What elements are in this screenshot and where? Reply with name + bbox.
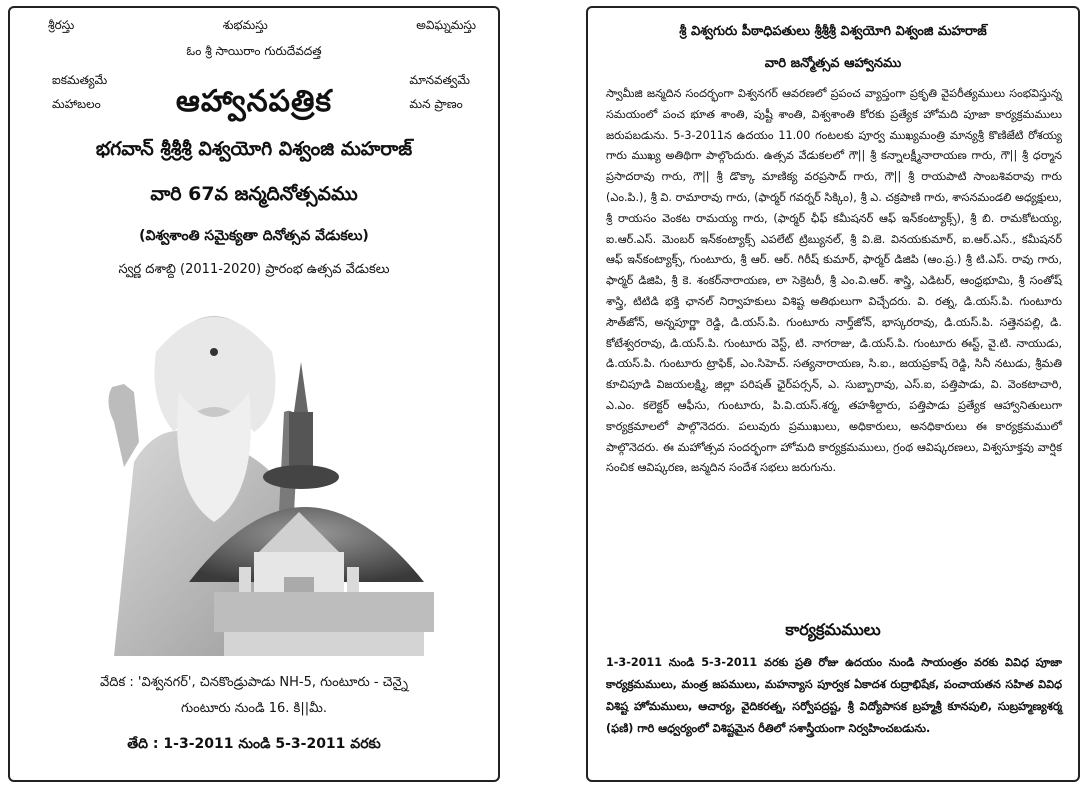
venue-distance: గుంటూరు నుండి 16. కి||మీ. <box>181 701 327 716</box>
golden-decade-line: స్వర్ణ దశాబ్ది (2011-2020) ప్రారంభ ఉత్సవ వేడుకలు <box>118 262 390 277</box>
sai-invocation: ఓం శ్రీ సాయిరాం గురుదేవదత్త <box>186 44 322 58</box>
blessing-avighnamastu: అవిఘ్నమస్తు <box>416 18 476 32</box>
venue-details <box>10 670 498 722</box>
programs-paragraph: 1-3-2011 నుండి 5-3-2011 వరకు ప్రతి రోజు ఉదయం నుండి సాయంత్రం వరకు వివిధ పూజా కార్యక్రమములు, మంత్ర జపములు, మహన్యాస పూర్వక ఏకాదశ రుద్రాభిషేక, పంచాయతన సహిత వివిధ విశిష్ట హోమములు, ఆచార్య, వైదికరత్న, సర్వోపద్రష్ట, శ్రీ విద్యోపాసక బ్రహ్మశ్రీ కూనపులి, సుబ్రహ్మణ్యశర్మ (ఫణి) గారి ఆధ్వర్యంలో విశిష్టమైన రీతిలో సశాస్త్రీయంగా నిర్వహించబడును. <box>606 656 1062 735</box>
left-motto-line-2: మహాబలం <box>52 97 101 111</box>
invitation-title: ఆహ్వానపత్రిక <box>175 84 333 119</box>
guru-and-temple-photo <box>94 292 444 656</box>
event-dates: తేది : 1-3-2011 నుండి 5-3-2011 వరకు <box>127 736 381 752</box>
programs-heading: కార్యక్రమములు <box>785 620 881 639</box>
right-motto-line-1: మానవత్వమే <box>409 73 470 87</box>
invitation-details-panel <box>586 6 1080 782</box>
blessings-row <box>10 18 498 35</box>
guru-name-line: భగవాన్ శ్రీశ్రీశ్రీ విశ్వయోగి విశ్వంజి మహరాజ్ <box>95 138 413 160</box>
right-motto-line-2: మన ప్రాణం <box>409 97 463 111</box>
birthday-line: వారి 67వ జన్మదినోత్సవము <box>150 183 358 205</box>
blessing-srirastu: శ్రీరస్తు <box>48 18 75 32</box>
details-heading: శ్రీ విశ్వగురు పీఠాధిపతులు శ్రీశ్రీశ్రీ విశ్వయోగి విశ్వంజి మహరాజ్ <box>679 24 987 39</box>
left-motto-line-1: ఐకమత్యమే <box>52 73 108 87</box>
invitation-cover-panel <box>8 6 500 782</box>
invitation-paragraph: స్వామీజి జన్మదిన సందర్భంగా విశ్వనగర్ ఆవరణలో ప్రపంచ వ్యాప్తంగా ప్రకృతి వైపరీత్యములు సంభవిస్తున్న సమయంలో పంచ భూత శాంతి, పుష్టీ శాంతి, విశ్వశాంతి కోరకు ప్రత్యేక హోమది పూజా కార్యక్రమములు జరుపబడును. 5-3-2011న ఉదయం 11.00 గంటలకు పూర్వ ముఖ్యమంత్రి మాన్యశ్రీ కొణిజేటి రోశయ్య గారు ముఖ్య అతిథిగా పాల్గొందురు. ఉత్సవ వేడుకలలో గౌ|| శ్రీ కన్నాలక్ష్మీనారాయణ గారు, గౌ|| శ్రీ ధర్మాన ప్రసాదరావు గారు, గౌ|| శ్రీ డొక్కా మాణిక్య వరప్రసాద్ గారు, గౌ|| శ్రీ రాయపాటి సాంబశివరావు గారు (ఎం.పి.), శ్రీ వి. రామారావు గారు, (ఫార్మర్ గవర్నర్ సిక్కిం), శ్రీ ఎ. చక్రపాణి గారు, శాసనమండలి అధ్యక్షులు, శ్రీ రాయసం వెంకట రామయ్య గారు, (ఫార్మర్ ఛీఫ్ కమీషనర్ ఆఫ్ ఇన్‌కంట్యాక్స్), శ్రీ బి. రామకోటయ్య, ఐ.ఆర్.ఎస్. మెంబర్ ఇన్‌కంట్యాక్స్ ఎపలేట్ ట్రిబ్యునల్, శ్రీ వి.జె. వినయకుమార్, ఐ.ఆర్.ఎస్., కమీషనర్ ఆఫ్ ఇన్‌కంట్యాక్స్, గుంటూరు, శ్రీ ఆర్. ఆర్. గిరీష్ కుమార్, ఫార్మర్ డిజిపి (ఆం.ప్ర.) శ్రీ టి.ఎస్. రావు గారు, ఫార్మర్ డిజిపి, శ్రీ కె. శంకర్‌నారాయణ, లా సెక్రెటరీ, శ్రీ ఎం.వి.ఆర్. శాస్త్రి, ఎడిటర్, ఆంధ్రభూమి, శ్రీ సంతోష్ శాస్త్రి, టిటిడి భక్తి ఛానల్ నిర్వాహకులు విశిష్ట అతిథులుగా విచ్చేదరు. వి. రత్న, డి.యస్.పి. గుంటూరు సౌత్‌జోన్, అన్నపూర్ణా రెడ్డి, డి.యస్.పి. గుంటూరు నార్త్‌జోన్, భాస్కరరావు, డి.యస్.పి. సత్తెనపల్లి, డి. కోటేశ్వరరావు, డి.యస్.పి. గుంటూరు వెస్ట్, టి. నాగరాజు, డి.యస్.పి. గుంటూరు ఈస్ట్, వై.టి. నాయుడు, డి.యస్.పి. గుంటూరు ట్రాఫిక్, ఎం.సిహెచ్. సత్యనారాయణ, సి.ఐ., జయప్రకాష్ రెడ్డి, సినీ నటుడు, శ్రీమతి కూచిపూడి విజయలక్ష్మి, జిల్లా పరిషత్ ఛైర్‌పర్సన్, ఎ. సుబ్బారావు, ఎస్.ఐ, పత్తిపాడు, వి. వెంకటాచారి, ఎ.ఎం. కలెక్టర్ ఆఫీసు, గుంటూరు, పి.వి.యస్.శర్మ, తహశీల్దారు, పత్తిపాడు ప్రత్యేక ఆహ్వానితులుగా కార్యక్రమాలలో పాల్గొనెదరు. పలువురు ప్రముఖులు, అధికారులు, అనధికారులు ఈ కార్యక్రమములో పాల్గొనెదరు. ఈ మహోత్సవ సందర్భంగా హోమది కార్యక్రమములు, గ్రంథ ఆవిష్కరణలు, విశ్వసూక్తవు వార్షిక సంచిక ఆవిష్కరణ, జన్మదిన సందేశ సభలు జరుగును. <box>606 87 1062 475</box>
venue-address: వేదిక : 'విశ్వనగర్', చినకొండ్రుపాడు NH-5, గుంటూరు - చెన్నై <box>100 675 408 690</box>
celebration-subtitle: (విశ్వశాంతి సమైక్యతా దినోత్సవ వేడుకలు) <box>139 228 369 244</box>
details-subheading: వారి జన్మోత్సవ ఆహ్వానము <box>764 56 902 71</box>
blessing-subhamastu: శుభమస్తు <box>222 18 268 32</box>
